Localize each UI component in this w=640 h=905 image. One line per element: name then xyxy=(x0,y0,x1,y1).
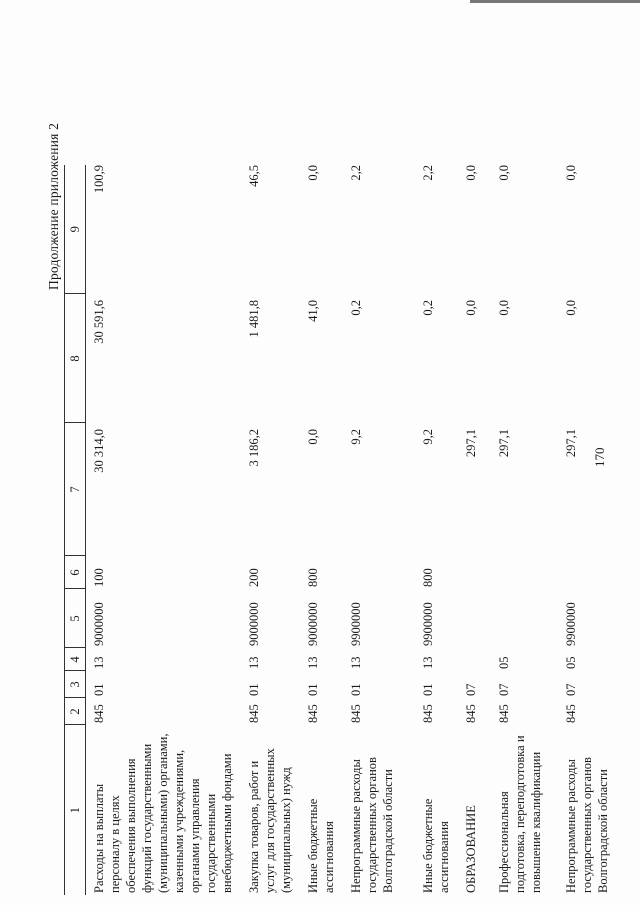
col-header-6: 6 xyxy=(65,556,86,589)
col-header-8: 8 xyxy=(65,294,86,423)
row-name: Иные бюджетные ассигнования xyxy=(306,798,336,893)
cell-actual: 41,0 xyxy=(306,300,320,322)
cell-planned: 297,1 xyxy=(564,429,578,458)
row-name: ОБРАЗОВАНИЕ xyxy=(464,805,478,893)
cell-target-article: 9900000 xyxy=(349,602,363,646)
page-number: 170 xyxy=(592,447,607,467)
cell-expense-type: 800 xyxy=(306,568,320,587)
cell-percent: 0,0 xyxy=(564,165,578,181)
cell-section: 01 xyxy=(349,683,363,696)
table-row xyxy=(491,165,558,895)
cell-target-article: 9900000 xyxy=(421,602,435,646)
row-name: Закупка товаров, работ и услуг для государственных (муниципальных) нужд xyxy=(247,748,293,893)
cell-admin-code: 845 xyxy=(421,704,435,723)
cell-percent: 2,2 xyxy=(349,165,363,181)
cell-section: 07 xyxy=(564,683,578,696)
cell-actual: 1 481,8 xyxy=(247,300,261,338)
row-name: Иные бюджетные ассигнования xyxy=(421,798,451,893)
cell-admin-code: 845 xyxy=(92,704,106,723)
cell-section: 01 xyxy=(247,683,261,696)
col-header-3: 3 xyxy=(65,671,86,698)
cell-planned: 30 314,0 xyxy=(92,429,106,473)
appendix-caption: Продолжение приложения 2 xyxy=(46,122,61,290)
cell-expense-type: 800 xyxy=(421,568,435,587)
cell-section: 01 xyxy=(421,683,435,696)
cell-actual: 0,0 xyxy=(464,300,478,316)
cell-percent: 0,0 xyxy=(306,165,320,181)
col-header-1: 1 xyxy=(65,725,86,895)
cell-subsection xyxy=(458,648,491,671)
cell-expense-type xyxy=(458,556,491,589)
cell-subsection: 05 xyxy=(497,656,511,669)
cell-admin-code: 845 xyxy=(564,704,578,723)
cell-admin-code: 845 xyxy=(497,704,511,723)
cell-subsection: 13 xyxy=(349,656,363,669)
cell-section: 01 xyxy=(306,683,320,696)
cell-subsection: 13 xyxy=(421,656,435,669)
cell-subsection: 13 xyxy=(92,656,106,669)
table-row xyxy=(300,165,343,895)
cell-expense-type xyxy=(558,556,618,589)
cell-actual: 0,0 xyxy=(564,300,578,316)
table-row xyxy=(343,165,415,895)
cell-subsection: 05 xyxy=(564,656,578,669)
cell-admin-code: 845 xyxy=(464,704,478,723)
cell-percent: 100,9 xyxy=(92,165,106,194)
row-name: Профессиональная подготовка, переподготовка и повышение квалификации xyxy=(497,735,543,893)
cell-planned: 297,1 xyxy=(464,429,478,458)
cell-percent: 46,5 xyxy=(247,165,261,187)
table-row xyxy=(86,165,242,895)
cell-actual: 0,2 xyxy=(349,300,363,316)
cell-percent: 0,0 xyxy=(497,165,511,181)
cell-target-article: 9000000 xyxy=(247,602,261,646)
cell-planned: 3 186,2 xyxy=(247,429,261,467)
cell-actual: 0,0 xyxy=(497,300,511,316)
cell-section: 07 xyxy=(497,683,511,696)
cell-expense-type: 200 xyxy=(247,568,261,587)
header-row xyxy=(65,165,86,895)
cell-planned: 0,0 xyxy=(306,429,320,445)
cell-section: 01 xyxy=(92,683,106,696)
col-header-2: 2 xyxy=(65,698,86,725)
table-row xyxy=(241,165,300,895)
col-header-7: 7 xyxy=(65,423,86,556)
cell-expense-type xyxy=(343,556,415,589)
cell-admin-code: 845 xyxy=(349,704,363,723)
cell-subsection: 13 xyxy=(306,656,320,669)
cell-expense-type xyxy=(491,556,558,589)
col-header-9: 9 xyxy=(65,165,86,294)
cell-target-article: 9000000 xyxy=(92,602,106,646)
cell-section: 07 xyxy=(464,683,478,696)
cell-admin-code: 845 xyxy=(247,704,261,723)
row-name: Непрограммные расходы государственных органов Волгоградской области xyxy=(349,757,395,893)
cell-target-article: 9900000 xyxy=(564,602,578,646)
cell-subsection: 13 xyxy=(247,656,261,669)
cell-admin-code: 845 xyxy=(306,704,320,723)
cell-target-article xyxy=(491,589,558,648)
cell-planned: 9,2 xyxy=(349,429,363,445)
col-header-5: 5 xyxy=(65,589,86,648)
row-name: Непрограммные расходы государственных органов Волгоградской области xyxy=(564,757,610,893)
table-row xyxy=(558,165,618,895)
cell-expense-type: 100 xyxy=(92,568,106,587)
cell-planned: 297,1 xyxy=(497,429,511,458)
table-row xyxy=(415,165,458,895)
cell-percent: 2,2 xyxy=(421,165,435,181)
table-row xyxy=(458,165,491,895)
budget-table xyxy=(64,165,618,895)
cell-planned: 9,2 xyxy=(421,429,435,445)
cell-target-article: 9000000 xyxy=(306,602,320,646)
col-header-4: 4 xyxy=(65,648,86,671)
cell-percent: 0,0 xyxy=(464,165,478,181)
cell-actual: 0,2 xyxy=(421,300,435,316)
cell-actual: 30 591,6 xyxy=(92,300,106,344)
row-name: Расходы на выплаты персоналу в целях обеспечения выполнения функций государственными (муниципальными) органами, казенными учреждениями, органами управления государственными внебюджетными фондами xyxy=(92,733,234,893)
cell-target-article xyxy=(458,589,491,648)
